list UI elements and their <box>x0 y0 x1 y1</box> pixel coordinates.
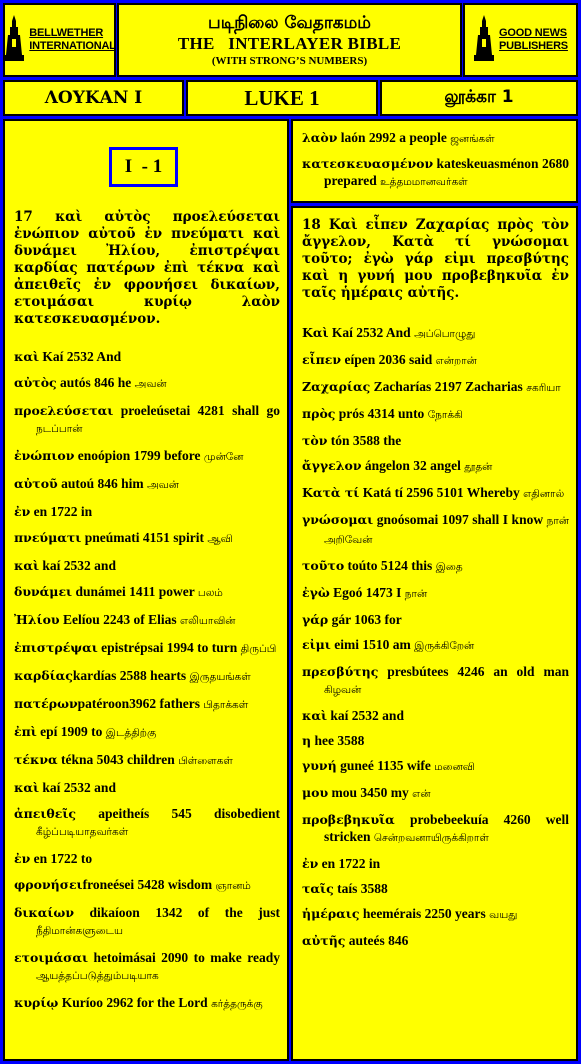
word-entry <box>14 348 280 365</box>
tamil-gloss: உத்தமமானவர்கள் <box>380 176 468 188</box>
word-entry <box>302 457 569 476</box>
word-entry <box>302 880 569 897</box>
translit-strong-english: Kaí 2532 And <box>328 325 415 340</box>
tamil-gloss: கிழவன் <box>324 684 362 696</box>
word-entry <box>14 876 280 895</box>
translit-strong-english: Eelíou 2243 of Elias <box>59 612 180 627</box>
word-entry <box>14 779 280 796</box>
translit-strong-english: kaí 2532 and <box>39 558 116 573</box>
greek-word: καρδίας <box>14 668 73 683</box>
greek-word: ἐν <box>302 856 319 871</box>
translit-strong-english: guneé 1135 wife <box>336 758 435 773</box>
greek-word: προβεβηκυῖα <box>302 812 395 827</box>
word-entry <box>302 155 569 191</box>
translit-strong-english: taís 3588 <box>333 881 388 896</box>
word-entry <box>14 723 280 742</box>
greek-word: μου <box>302 785 329 800</box>
word-list <box>302 129 569 198</box>
tamil-gloss: நான் <box>404 588 428 600</box>
tamil-gloss: ஆவி <box>207 533 233 545</box>
translit-strong-english: eimi 1510 am <box>330 637 415 652</box>
greek-word: φρονήσει <box>14 877 83 892</box>
translit-strong-english: tékna 5043 children <box>57 752 179 767</box>
logo-line-1: BELLWETHER <box>29 27 104 39</box>
tamil-gloss: கர்த்தருக்கு <box>211 998 263 1010</box>
translit-strong-english: epí 1909 to <box>36 724 106 739</box>
word-entry <box>302 129 569 148</box>
greek-word: αὐτοῦ <box>14 476 58 491</box>
greek-word: ἐν <box>14 851 31 866</box>
word-entry <box>302 511 569 549</box>
tamil-gloss: நடப்பான் <box>36 423 83 435</box>
tamil-gloss: மனைவி <box>434 761 475 773</box>
tamil-gloss: ஆயத்தப்படுத்தும்படியாக <box>36 970 159 982</box>
greek-word: Καὶ <box>302 325 329 340</box>
word-entry <box>14 805 280 841</box>
translit-strong-english: dikaíoon 1342 of the just <box>74 905 280 920</box>
right-panel <box>291 206 578 1061</box>
greek-word: πρὸς <box>302 406 336 421</box>
tamil-gloss: பிள்ளைகள் <box>178 755 233 767</box>
word-entry <box>14 611 280 630</box>
book-tamil <box>380 80 578 116</box>
tamil-gloss: நோக்கி <box>427 409 463 421</box>
greek-word: ετοιμάσαι <box>14 950 89 965</box>
verse-18-text: 18 Καὶ εἶπεν Ζαχαρίας πρὸς τὸν ἄγγελον, Κατὰ τί γνώσομαι τοῦτο; ἐγὼ γάρ εἰμι πρεσβύτης καὶ η γυνή μου προβεβηκυῖα ἐν ταῖς ἡμέραις αὐτῆς. <box>302 217 569 301</box>
tamil-gloss: என் <box>412 788 431 800</box>
translit-strong-english: heemérais 2250 years <box>359 906 490 921</box>
translit-strong-english: Katá tí 2596 5101 Whereby <box>359 485 524 500</box>
translit-strong-english: hetoimásai 2090 to make ready <box>88 950 280 965</box>
greek-word: ἐνώπιον <box>14 448 75 463</box>
greek-word: ἐν <box>14 504 31 519</box>
greek-word: λαὸν <box>302 130 338 145</box>
word-entry <box>302 584 569 603</box>
greek-word: ἀπειθεῖς <box>14 806 77 821</box>
greek-word: καὶ <box>14 558 40 573</box>
tamil-gloss: நான் அறிவேன் <box>324 515 569 546</box>
book-greek-label: ΛΟΥΚΑΝ Ι <box>44 88 143 108</box>
greek-word: η <box>302 733 312 748</box>
word-entry <box>302 732 569 749</box>
word-entry <box>302 663 569 699</box>
greek-word: κυρίῳ <box>14 995 59 1010</box>
greek-word: ταῖς <box>302 881 334 896</box>
greek-word: γάρ <box>302 612 329 627</box>
greek-word: γνώσομαι <box>302 512 374 527</box>
word-entry <box>302 611 569 628</box>
greek-word: ἐπιστρέψαι <box>14 640 98 655</box>
tamil-gloss: முன்னே <box>203 451 244 463</box>
tamil-gloss: அவன் <box>147 479 179 491</box>
greek-word: Ἠλίου <box>14 612 60 627</box>
greek-word: Κατὰ τί <box>302 485 360 500</box>
greek-word: εἶπεν <box>302 352 342 367</box>
translit-strong-english: ángelon 32 angel <box>361 458 465 473</box>
greek-word: τὸν <box>302 433 328 448</box>
tower-icon <box>473 13 495 68</box>
verse-17-greek <box>14 209 280 328</box>
greek-word: αὐτὸς <box>14 375 57 390</box>
translit-strong-english: tón 3588 the <box>327 433 402 448</box>
greek-word: κατεσκευασμένον <box>302 156 434 171</box>
translit-strong-english: froneései 5428 wisdom <box>82 877 216 892</box>
tamil-gloss: ஜனங்கள் <box>450 133 495 145</box>
tamil-gloss: ஞானம் <box>215 880 251 892</box>
translit-strong-english: gár 1063 for <box>328 612 402 627</box>
bellwether-logo <box>3 3 116 77</box>
word-entry <box>302 378 569 397</box>
word-entry <box>302 636 569 655</box>
word-entry <box>14 904 280 940</box>
good-news-logo <box>463 3 578 77</box>
tamil-gloss: சென்றவனாயிருக்கிறாள் <box>373 832 489 844</box>
word-entry <box>14 583 280 602</box>
word-entry <box>14 994 280 1013</box>
tamil-gloss: திருப்பி <box>240 643 277 655</box>
greek-word: ἡμέραις <box>302 906 360 921</box>
greek-word: πατέρων <box>14 696 78 711</box>
word-entry <box>302 757 569 776</box>
tamil-gloss: பிதாக்கள் <box>203 699 249 711</box>
tamil-gloss: என்றான் <box>435 355 477 367</box>
tamil-gloss: எதினால் <box>523 488 565 500</box>
translit-strong-english: toúto 5124 this <box>344 558 436 573</box>
translit-strong-english: gnoósomai 1097 shall I know <box>373 512 547 527</box>
greek-word: ἄγγελον <box>302 458 362 473</box>
greek-word: Ζαχαρίας <box>302 379 371 394</box>
translit-strong-english: laón 2992 a people <box>337 130 451 145</box>
translit-strong-english: Zacharías 2197 Zacharias <box>370 379 527 394</box>
translit-strong-english: prós 4314 unto <box>335 406 428 421</box>
word-entry <box>14 695 280 714</box>
greek-word: καὶ <box>302 708 328 723</box>
word-entry <box>14 667 280 686</box>
logo-line-2: INTERNATIONAL <box>29 40 116 52</box>
tamil-gloss: வயது <box>489 909 518 921</box>
word-entry <box>302 784 569 803</box>
book-english-label: LUKE 1 <box>244 85 320 110</box>
page-title: THE INTERLAYER BIBLE <box>177 34 402 53</box>
tamil-gloss: எலியாவின் <box>179 615 236 627</box>
greek-word: τοῦτο <box>302 558 345 573</box>
translit-strong-english: Kaí 2532 And <box>39 349 122 364</box>
tamil-gloss: நீதிமான்களுடைய <box>36 925 124 937</box>
left-panel <box>3 119 289 1061</box>
translit-strong-english: probebeekuía 4260 well stricken <box>324 812 569 844</box>
logo-line-1: GOOD NEWS <box>499 27 567 39</box>
translit-strong-english: kaí 2532 and <box>327 708 404 723</box>
word-entry <box>14 529 280 548</box>
translit-strong-english: kaí 2532 and <box>39 780 116 795</box>
verse-18-greek <box>302 217 569 302</box>
tamil-title: படிநிலை வேதாகமம் <box>208 13 371 33</box>
word-entry <box>14 402 280 438</box>
translit-strong-english: mou 3450 my <box>328 785 413 800</box>
greek-word: τέκνα <box>14 752 58 767</box>
translit-strong-english: patéroon3962 fathers <box>77 696 204 711</box>
translit-strong-english: enoópion 1799 before <box>74 448 204 463</box>
tamil-gloss: அப்பொழுது <box>414 328 476 340</box>
tamil-gloss: இதை <box>435 561 463 573</box>
word-entry <box>14 503 280 520</box>
word-entry <box>14 475 280 494</box>
translit-strong-english: kateskeuasménon 2680 prepared <box>324 156 569 188</box>
translit-strong-english: dunámei 1411 power <box>72 584 198 599</box>
word-entry <box>302 932 569 949</box>
word-entry <box>302 855 569 872</box>
word-entry <box>14 850 280 867</box>
translit-strong-english: presbútees 4246 an old man <box>378 664 569 679</box>
tamil-gloss: தூதன் <box>464 461 493 473</box>
greek-word: ἐπὶ <box>14 724 37 739</box>
translit-strong-english: eípen 2036 said <box>341 352 436 367</box>
translit-strong-english: en 1722 in <box>318 856 381 871</box>
greek-word: αὐτῆς <box>302 933 346 948</box>
tamil-gloss: கீழ்ப்படியாதவர்கள் <box>36 826 129 838</box>
translit-strong-english: Kuríoo 2962 for the Lord <box>58 995 212 1010</box>
right-top-panel <box>291 119 578 203</box>
tamil-gloss: இடத்திற்கு <box>105 727 157 739</box>
translit-strong-english: kardías 2588 hearts <box>72 668 190 683</box>
verse-marker: I - 1 <box>109 147 178 187</box>
page-subtitle: (WITH STRONG’S NUMBERS) <box>211 55 368 67</box>
translit-strong-english: hee 3588 <box>311 733 365 748</box>
book-english <box>186 80 378 116</box>
tamil-gloss: இருதயங்கள் <box>189 671 251 683</box>
translit-strong-english: en 1722 to <box>30 851 93 866</box>
greek-word: δυνάμει <box>14 584 73 599</box>
word-entry <box>302 405 569 424</box>
translit-strong-english: Egoó 1473 I <box>329 585 405 600</box>
word-entry <box>14 557 280 574</box>
greek-word: γυνή <box>302 758 337 773</box>
tamil-gloss: அவன் <box>134 378 167 390</box>
greek-word: ἐγὼ <box>302 585 330 600</box>
tamil-gloss: இருக்கிறேன் <box>414 640 475 652</box>
greek-word: πρεσβύτης <box>302 664 379 679</box>
greek-word: καὶ <box>14 780 40 795</box>
greek-word: πνεύματι <box>14 530 82 545</box>
book-greek <box>3 80 184 116</box>
greek-word: προελεύσεται <box>14 403 114 418</box>
word-entry <box>14 447 280 466</box>
word-entry <box>302 905 569 924</box>
book-tamil-label: லூக்கா 1 <box>444 87 514 107</box>
translit-strong-english: autoú 846 him <box>57 476 147 491</box>
greek-word: δικαίων <box>14 905 74 920</box>
verse-17-text: 17 καὶ αὐτὸς προελεύσεται ἐνώπιον αὐτοῦ ἐν πνεύματι καὶ δυνάμει Ἠλίου, ἐπιστρέψαι καρδίας πατέρων ἐπὶ τέκνα καὶ ἀπειθεῖς ἐν φρονήσει δικαίων, ετοιμάσαι κυρίῳ λαὸν κατεσκευασμένον. <box>14 209 280 327</box>
tamil-gloss: பலம் <box>197 587 223 599</box>
translit-strong-english: auteés 846 <box>345 933 409 948</box>
word-entry <box>302 707 569 724</box>
translit-strong-english: epistrépsai 1994 to turn <box>97 640 241 655</box>
translit-strong-english: apeitheís 545 disobedient <box>76 806 280 821</box>
word-entry <box>14 374 280 393</box>
word-entry <box>302 432 569 449</box>
translit-strong-english: pneúmati 4151 spirit <box>81 530 208 545</box>
word-entry <box>302 557 569 576</box>
translit-strong-english: proeleúsetai 4281 shall go <box>113 403 280 418</box>
word-entry <box>302 484 569 503</box>
logo-line-2: PUBLISHERS <box>499 40 568 52</box>
translit-strong-english: en 1722 in <box>30 504 93 519</box>
tamil-gloss: சகரியா <box>526 382 561 394</box>
title-block <box>117 3 462 77</box>
word-entry <box>302 324 569 343</box>
greek-word: καὶ <box>14 349 40 364</box>
tower-icon <box>3 13 25 68</box>
word-entry <box>14 949 280 985</box>
word-list <box>14 348 280 1013</box>
greek-word: εἰμι <box>302 637 331 652</box>
word-entry <box>302 351 569 370</box>
translit-strong-english: autós 846 he <box>56 375 135 390</box>
word-entry <box>14 639 280 658</box>
word-entry <box>302 811 569 847</box>
word-entry <box>14 751 280 770</box>
word-list <box>302 324 569 949</box>
